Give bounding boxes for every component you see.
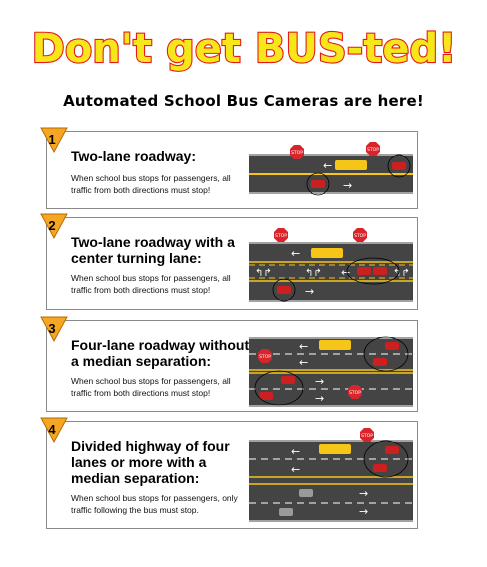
car bbox=[373, 464, 387, 472]
school-bus bbox=[311, 248, 343, 258]
arrow-right-icon: → bbox=[315, 375, 325, 388]
arrow-left-icon: ← bbox=[291, 445, 301, 458]
panel-number: 1 bbox=[48, 132, 56, 147]
car bbox=[373, 267, 387, 275]
road-diagram bbox=[249, 327, 413, 409]
svg-text:STOP: STOP bbox=[354, 234, 366, 239]
stop-sign bbox=[360, 428, 374, 442]
panel-number-badge bbox=[41, 128, 69, 156]
turn-arrow-icon: ↰↱ bbox=[255, 268, 272, 279]
svg-text:STOP: STOP bbox=[291, 151, 303, 156]
car bbox=[259, 392, 273, 400]
car bbox=[311, 180, 325, 188]
panel-four-lane-no-median bbox=[46, 320, 418, 412]
arrow-right-icon: → bbox=[305, 285, 315, 298]
panel-description: When school bus stops for passengers, all traffic from both directions must stop! bbox=[71, 273, 231, 295]
car bbox=[299, 489, 313, 497]
stop-sign bbox=[290, 145, 304, 159]
panel-number-badge bbox=[41, 317, 69, 345]
panel-center-turn-lane bbox=[46, 217, 418, 310]
road-diagram bbox=[249, 142, 413, 202]
school-bus bbox=[319, 444, 351, 454]
car bbox=[392, 162, 406, 170]
stop-sign bbox=[348, 385, 362, 399]
road-diagram bbox=[249, 228, 413, 306]
panel-title: Two-lane roadway with a center turning lane: bbox=[71, 234, 235, 266]
panel-title: Divided highway of four lanes or more with a median separation: bbox=[71, 438, 230, 486]
car bbox=[385, 446, 399, 454]
arrow-right-icon: → bbox=[315, 392, 325, 405]
car bbox=[279, 508, 293, 516]
svg-text:STOP: STOP bbox=[259, 355, 271, 360]
arrow-left-icon: ← bbox=[291, 463, 301, 476]
panel-description: When school bus stops for passengers, only traffic following the bus must stop. bbox=[71, 493, 238, 515]
svg-text:STOP: STOP bbox=[367, 148, 379, 153]
arrow-left-icon: ← bbox=[341, 266, 351, 279]
car bbox=[281, 376, 295, 384]
car bbox=[385, 342, 399, 350]
headline-text: Don't get BUS-ted! bbox=[31, 26, 456, 72]
panel-number: 3 bbox=[48, 321, 56, 336]
turn-arrow-icon: ↰↱ bbox=[393, 268, 410, 279]
panel-number: 4 bbox=[48, 422, 56, 437]
arrow-right-icon: → bbox=[359, 505, 369, 518]
subtitle: Automated School Bus Cameras are here! bbox=[63, 92, 424, 110]
stop-sign bbox=[353, 228, 367, 242]
stop-sign bbox=[258, 349, 272, 363]
arrow-right-icon: → bbox=[343, 179, 353, 192]
arrow-left-icon: ← bbox=[299, 356, 309, 369]
stop-sign bbox=[274, 228, 288, 242]
panel-divided-highway bbox=[46, 421, 418, 529]
arrow-right-icon: → bbox=[359, 487, 369, 500]
svg-text:STOP: STOP bbox=[361, 434, 373, 439]
panel-number: 2 bbox=[48, 218, 56, 233]
panel-description: When school bus stops for passengers, all traffic from both directions must stop! bbox=[71, 173, 231, 195]
school-bus bbox=[335, 160, 367, 170]
panel-title: Two-lane roadway: bbox=[71, 148, 196, 164]
panel-title: Four-lane roadway without a median separation: bbox=[71, 337, 250, 369]
arrow-left-icon: ← bbox=[299, 340, 309, 353]
arrow-left-icon: ← bbox=[291, 247, 301, 260]
panel-description: When school bus stops for passengers, all traffic from both directions must stop! bbox=[71, 376, 231, 398]
headline bbox=[0, 14, 487, 76]
turn-arrow-icon: ↰↱ bbox=[305, 268, 322, 279]
panel-number-badge bbox=[41, 214, 69, 242]
arrow-left-icon: ← bbox=[323, 159, 333, 172]
svg-text:STOP: STOP bbox=[275, 234, 287, 239]
car bbox=[357, 267, 371, 275]
stop-sign bbox=[366, 142, 380, 156]
panel-number-badge bbox=[41, 418, 69, 446]
car bbox=[277, 286, 291, 294]
panel-two-lane bbox=[46, 131, 418, 209]
car bbox=[373, 358, 387, 366]
school-bus bbox=[319, 340, 351, 350]
road-diagram bbox=[249, 428, 413, 524]
svg-text:STOP: STOP bbox=[349, 391, 361, 396]
